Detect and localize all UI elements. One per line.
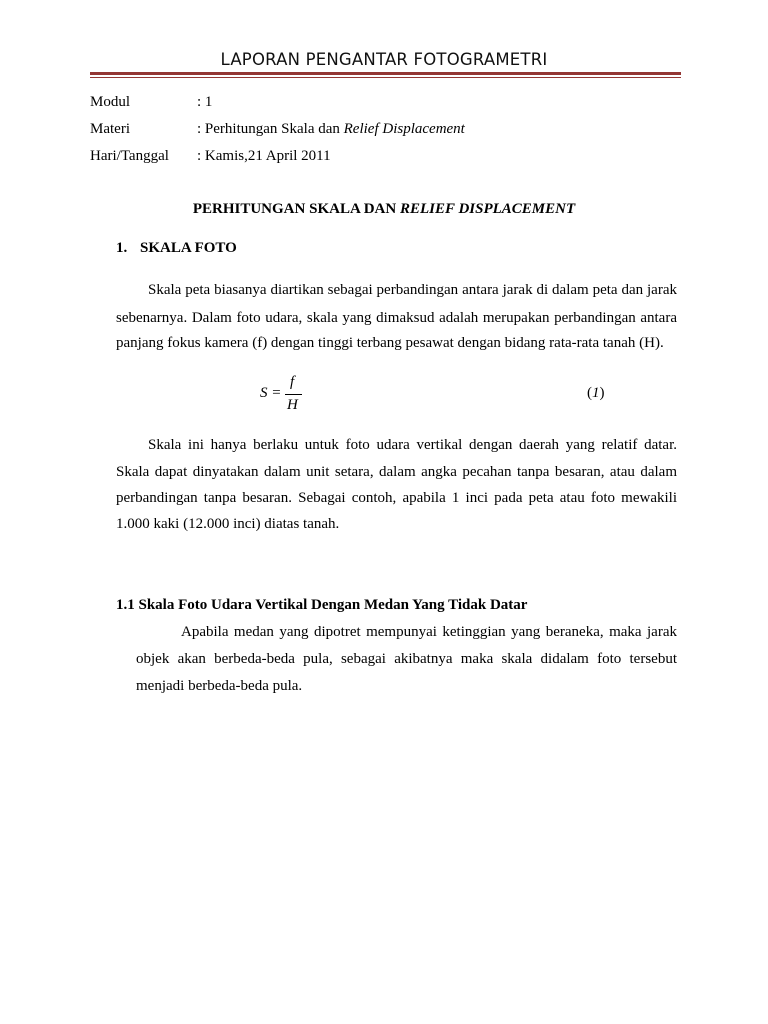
equation-number-value: 1 bbox=[592, 385, 600, 401]
document-title-text: PERHITUNGAN SKALA DAN bbox=[192, 201, 400, 217]
header-rule-thick bbox=[90, 72, 681, 75]
header-rule-thin bbox=[90, 77, 681, 78]
section-1-para-2-line-3: perbandingan tanpa besaran. Sebagai contoh, apabila 1 inci pada peta atau foto mewakili bbox=[116, 490, 677, 506]
subsection-1-1-heading: 1.1 Skala Foto Udara Vertikal Dengan Medan Yang Tidak Datar bbox=[116, 597, 528, 613]
meta-value-materi-text: : Perhitungan Skala dan bbox=[197, 121, 344, 137]
section-1-heading bbox=[116, 240, 237, 257]
section-1-para-1-line-3: panjang fokus kamera (f) dengan tinggi terbang pesawat dengan bidang rata-rata tanah (H). bbox=[116, 335, 664, 351]
meta-label-materi: Materi bbox=[90, 121, 130, 137]
section-1-para-2-line-2: Skala dapat dinyatakan dalam unit setara, dalam angka pecahan tanpa besaran, atau dalam bbox=[116, 464, 677, 480]
subsection-1-1-para-line-3: menjadi berbeda-beda pula. bbox=[136, 678, 303, 694]
equation-number-close: ) bbox=[599, 385, 605, 401]
section-1-para-2-line-1: Skala ini hanya berlaku untuk foto udara vertikal dengan daerah yang relatif datar. bbox=[148, 437, 677, 453]
section-1-para-2-line-4: 1.000 kaki (12.000 inci) diatas tanah. bbox=[116, 516, 340, 532]
formula-numerator: f bbox=[290, 374, 295, 390]
equation-number-open: ( bbox=[587, 385, 592, 401]
document-title bbox=[0, 201, 768, 218]
meta-label-modul: Modul bbox=[90, 94, 131, 110]
section-1-para-1-line-2: sebenarnya. Dalam foto udara, skala yang dimaksud adalah merupakan perbandingan antara bbox=[116, 310, 677, 326]
formula-lhs: S = bbox=[260, 385, 282, 401]
section-1-number: 1. bbox=[116, 240, 128, 256]
formula-denominator: H bbox=[287, 397, 298, 413]
meta-value-materi bbox=[197, 121, 465, 138]
meta-value-modul: : 1 bbox=[197, 94, 213, 110]
document-title-italic: RELIEF DISPLACEMENT bbox=[399, 201, 576, 217]
meta-value-materi-italic: Relief Displacement bbox=[343, 121, 465, 137]
subsection-1-1-para-line-2: objek akan berbeda-beda pula, sebagai akibatnya maka skala didalam foto tersebut bbox=[136, 651, 677, 667]
formula-fraction-bar bbox=[285, 394, 302, 395]
section-1-heading-text: SKALA FOTO bbox=[140, 240, 237, 256]
scale-formula bbox=[260, 374, 320, 418]
equation-number bbox=[587, 385, 605, 402]
meta-value-tanggal: : Kamis,21 April 2011 bbox=[197, 148, 331, 164]
page-header-title: LAPORAN PENGANTAR FOTOGRAMETRI bbox=[220, 50, 548, 69]
section-1-para-1-line-1: Skala peta biasanya diartikan sebagai perbandingan antara jarak di dalam peta dan jarak bbox=[148, 282, 677, 298]
meta-label-tanggal: Hari/Tanggal bbox=[90, 148, 169, 164]
subsection-1-1-para-line-1: Apabila medan yang dipotret mempunyai ketinggian yang beraneka, maka jarak bbox=[181, 624, 677, 640]
